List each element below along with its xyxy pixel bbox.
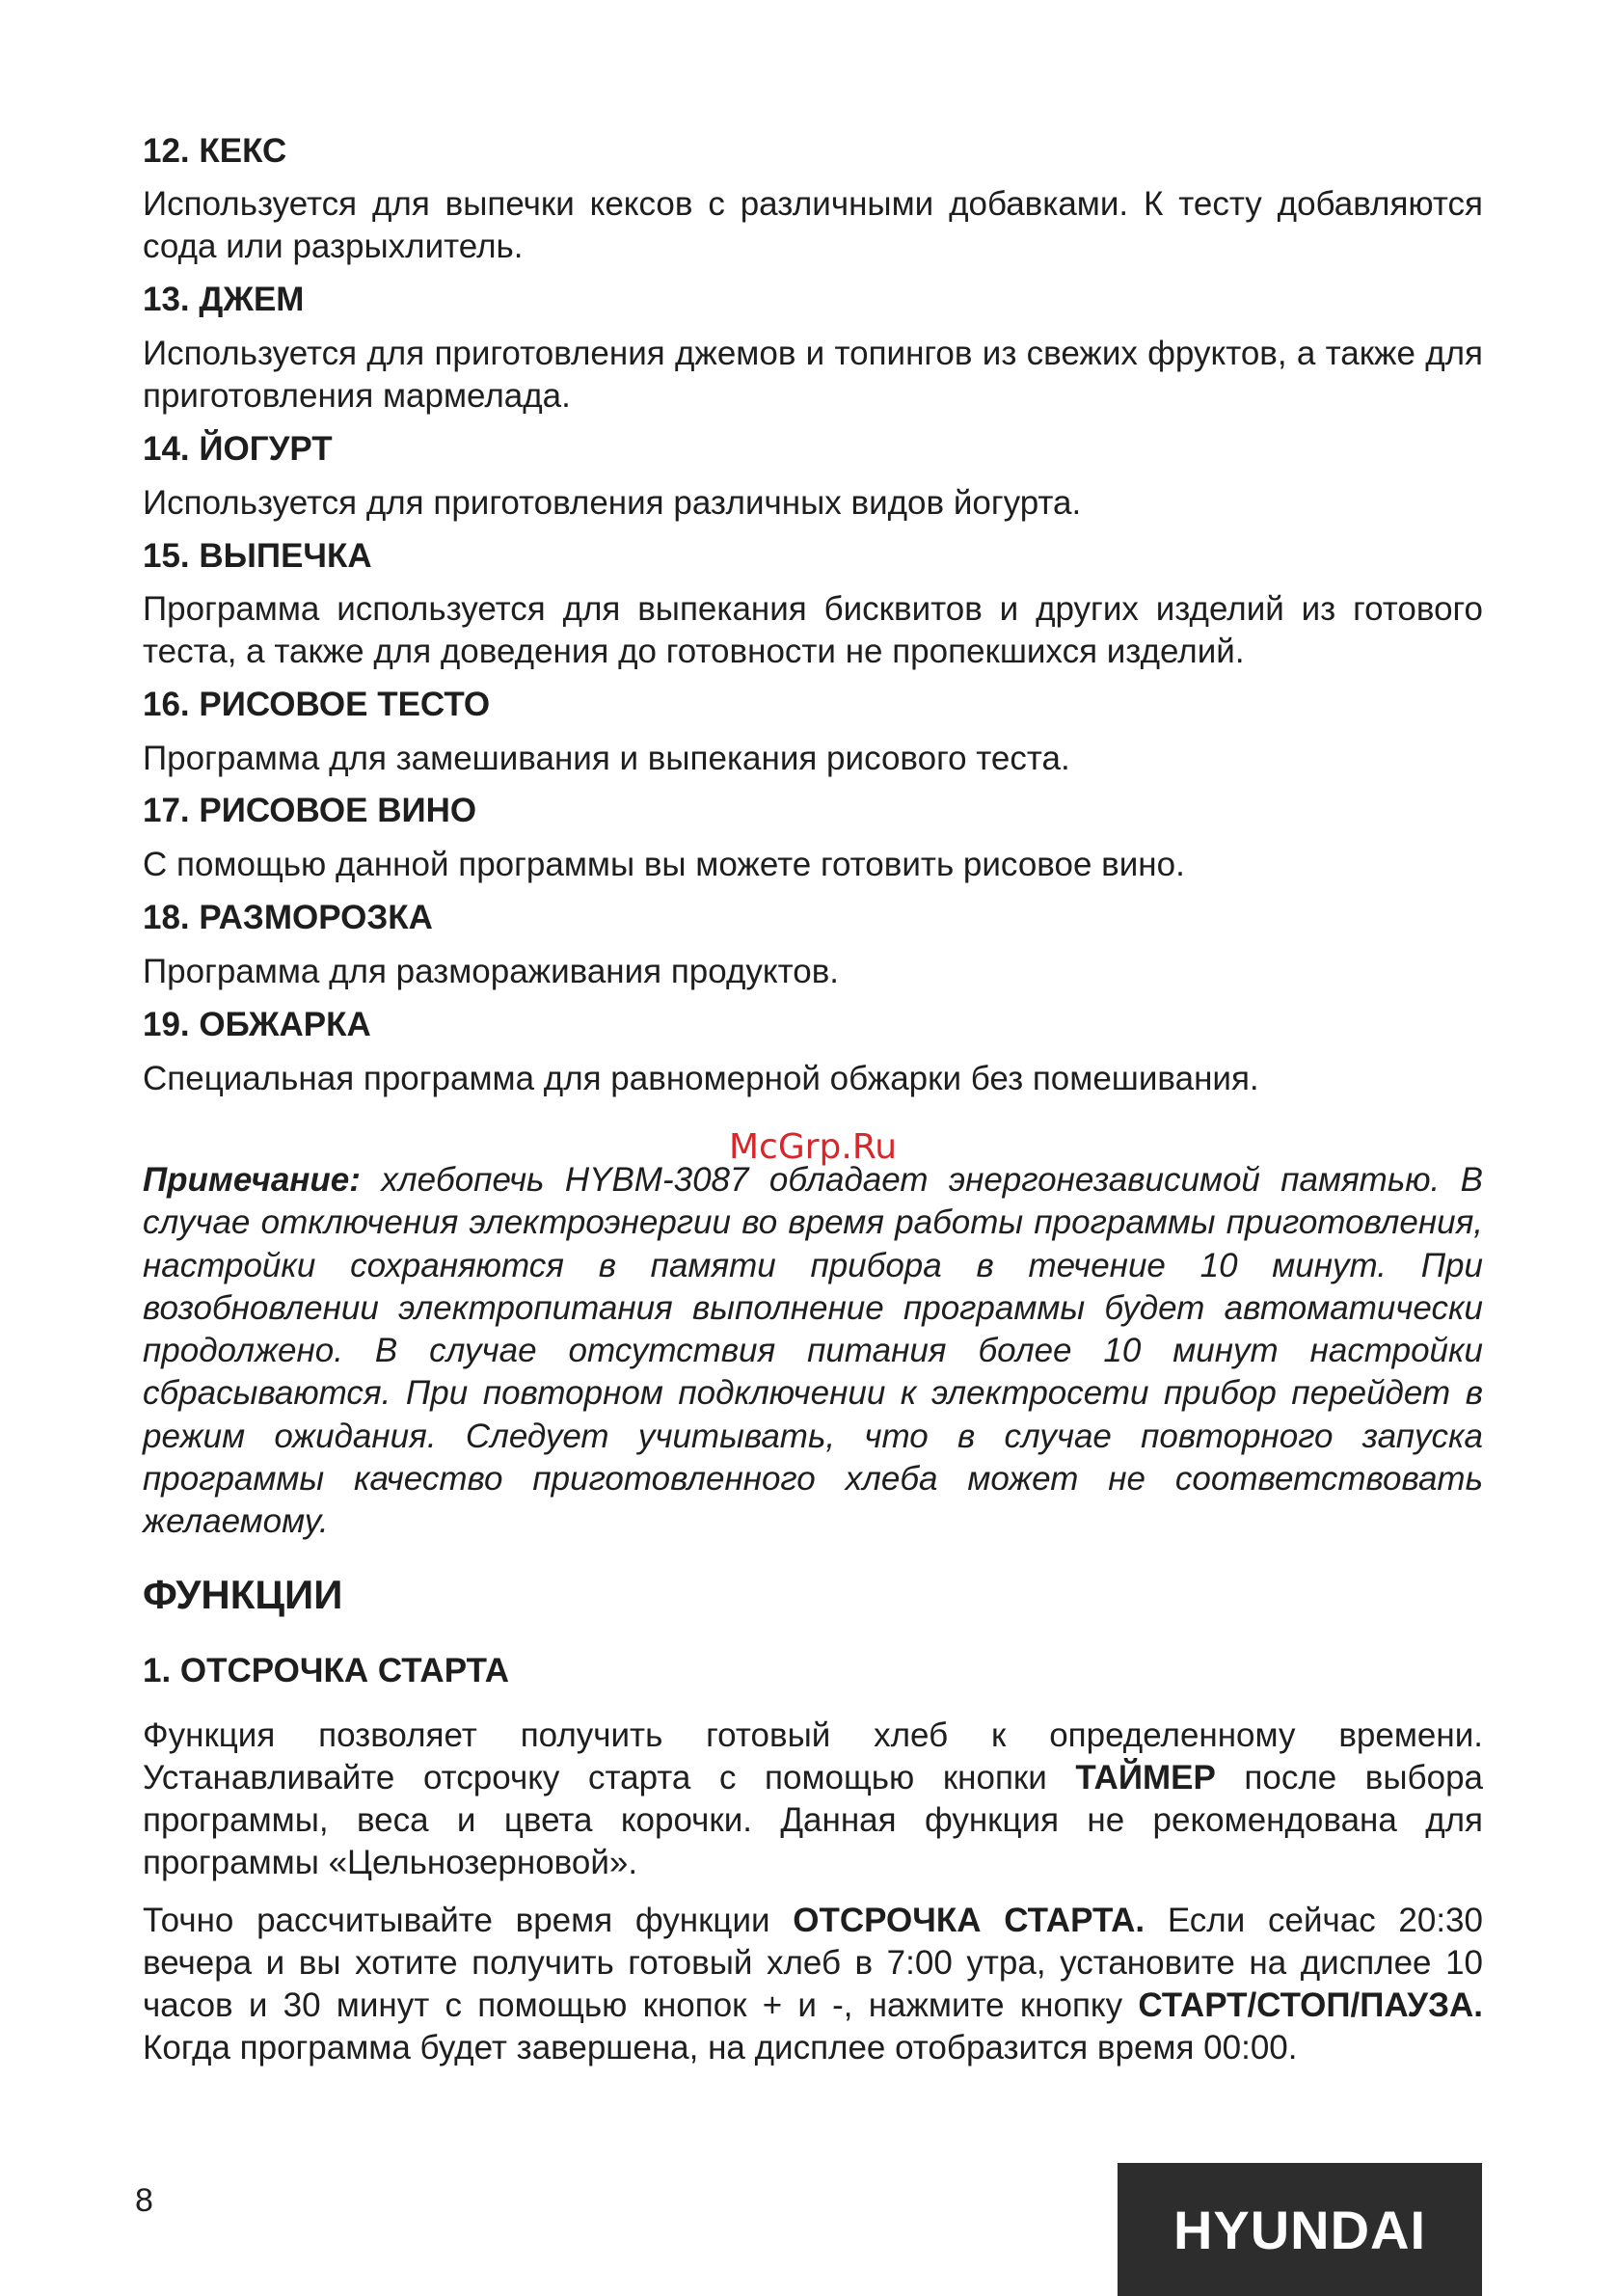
section-title-functions: ФУНКЦИИ — [143, 1572, 343, 1617]
program-13-text: Используется для приготовления джемов и топингов из свежих фруктов, а также для приготовления мармелада. — [143, 335, 1483, 415]
note-label: Примечание: — [143, 1161, 361, 1199]
program-17-title: 17. РИСОВОЕ ВИНО — [143, 792, 477, 829]
para1-text-a: Функция позволяет получить готовый хлеб к определенному времени. Устанавливайте отсрочку старта с помощью кнопки — [143, 1716, 1483, 1796]
note-paragraph — [143, 1159, 1483, 1544]
program-12-text: Используется для выпечки кексов с различными добавками. К тесту добавляются сода или разрыхлитель. — [143, 185, 1483, 265]
delayed-start-name: ОТСРОЧКА СТАРТА. — [793, 1902, 1145, 1939]
program-16-text: Программа для замешивания и выпекания рисового теста. — [143, 740, 1070, 777]
start-stop-pause-button-name: СТАРТ/СТОП/ПАУЗА. — [1138, 1986, 1483, 2024]
program-18-title: 18. РАЗМОРОЗКА — [143, 899, 433, 936]
program-13-title: 13. ДЖЕМ — [143, 281, 305, 318]
program-19-text: Специальная программа для равномерной обжарки без помешивания. — [143, 1060, 1259, 1097]
program-15-text: Программа используется для выпекания бисквитов и других изделий из готового теста, а также для доведения до готовности не пропекшихся изделий. — [143, 590, 1483, 670]
brand-logo — [1118, 2163, 1482, 2296]
page-number: 8 — [135, 2182, 153, 2219]
function-1-title: 1. ОТСРОЧКА СТАРТА — [143, 1652, 510, 1689]
para2-text-b: Если сейчас 20:30 вечера и вы хотите получить готовый хлеб в 7:00 утра, установите на дисплее 10 часов и 30 минут с помощью кнопок + и -, нажмите кнопку — [143, 1902, 1483, 2024]
function-1-paragraph-2 — [143, 1900, 1483, 2069]
brand-logo-text: HYUNDAI — [1172, 2199, 1427, 2260]
program-14-title: 14. ЙОГУРТ — [143, 430, 333, 468]
para2-text-c: Когда программа будет завершена, на дисплее отобразится время 00:00. — [143, 2029, 1298, 2066]
watermark: McGrp.Ru — [728, 1127, 898, 1167]
program-19-title: 19. ОБЖАРКА — [143, 1006, 371, 1043]
program-16-title: 16. РИСОВОЕ ТЕСТО — [143, 686, 491, 723]
note-text: хлебопечь HYBM-3087 обладает энергонезависимой памятью. В случае отключения электроэнергии во время работы программы приготовления, настройки сохраняются в памяти прибора в течение 10 минут. При возобновлении электропитания выполнение программы будет автоматически продолжено. В случае отсутствия питания более 10 минут настройки сбрасываются. При повторном подключении к электросети прибор перейдет в режим ожидания. Следует учитывать, что в случае повторного запуска программы качество приготовленного хлеба может не соответствовать желаемому. — [143, 1161, 1484, 1541]
program-14-text: Используется для приготовления различных видов йогурта. — [143, 484, 1082, 522]
timer-button-name: ТАЙМЕР — [1075, 1759, 1216, 1796]
program-12-title: 12. КЕКС — [143, 132, 287, 170]
function-1-paragraph-1 — [143, 1715, 1483, 1884]
para2-text-a: Точно рассчитывайте время функции — [143, 1902, 794, 1939]
para1-text-b: после выбора программы, веса и цвета корочки. Данная функция не рекомендована для программы «Цельнозерновой». — [143, 1759, 1483, 1881]
program-18-text: Программа для размораживания продуктов. — [143, 953, 840, 990]
program-15-title: 15. ВЫПЕЧКА — [143, 537, 372, 575]
program-17-text: С помощью данной программы вы можете готовить рисовое вино. — [143, 846, 1185, 883]
